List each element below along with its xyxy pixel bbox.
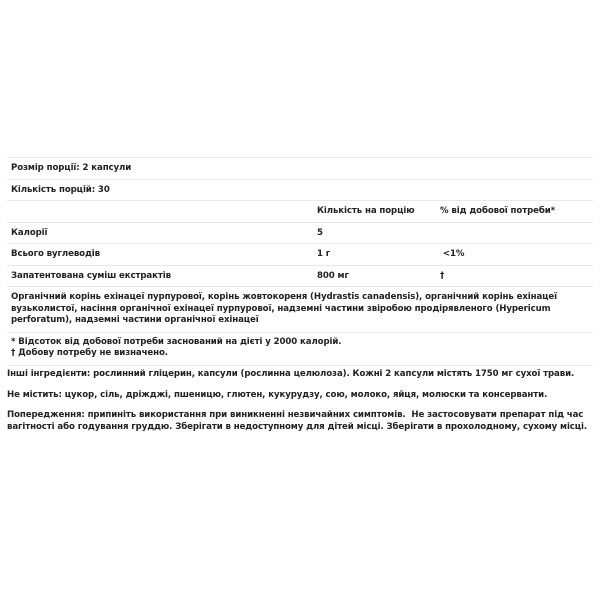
nutrient-amount: 5	[317, 227, 323, 238]
table-header-row	[7, 201, 593, 223]
nutrient-amount: 800 мг	[317, 270, 349, 281]
dv-footnote: * Відсоток від добової потреби заснований на дієті у 2000 калорій.	[11, 336, 342, 347]
warning-text: Попередження: припиніть використання при виникненні незвичайних симптомів. Не застосовувати препарат під час вагітності або годування груддю. Зберігати в недоступному для дітей місці. Зберігати в прохолодному, сухому місці.	[7, 410, 588, 432]
table-row	[7, 266, 593, 288]
nutrient-name: Калорії	[11, 227, 48, 238]
additional-info	[7, 364, 593, 433]
table-row	[7, 223, 593, 245]
table-row	[7, 244, 593, 266]
servings-count-row	[7, 180, 593, 202]
supplement-facts-table	[7, 157, 593, 366]
nutrient-dv: <1%	[440, 249, 465, 260]
other-ingredients: Інші інгредієнти: рослинний гліцерин, капсули (рослинна целюлоза). Кожні 2 капсули містять 1750 мг сухої трави.	[7, 369, 575, 379]
header-amount: Кількість на порцію	[317, 206, 415, 217]
nutrient-name: Запатентована суміш екстрактів	[11, 270, 171, 281]
nutrient-name: Всього вуглеводів	[11, 249, 100, 260]
serving-size: Розмір порції: 2 капсули	[11, 163, 132, 174]
blend-description: Органічний корінь ехінацеї пурпурової, корінь жовтокореня (Hydrastis canadensis), органічний корінь ехінацеї вузьколистої, насіння органічної ехінацеї пурпурової, надземні частини звіробою продірявленого (Hypericum perforatum), надземні частини органічної ехінацеї	[7, 287, 593, 333]
nutrient-dv: †	[440, 270, 445, 281]
dagger-footnote: † Добову потребу не визначено.	[11, 348, 168, 358]
serving-size-row	[7, 158, 593, 180]
servings-count: Кількість порцій: 30	[11, 184, 110, 195]
nutrient-amount: 1 г	[317, 249, 331, 260]
free-of-list: Не містить: цукор, сіль, дріжджі, пшеницю, глютен, кукурудзу, сою, молоко, яйця, молюски та консерванти.	[7, 389, 548, 400]
header-daily-value: % від добової потреби*	[440, 206, 556, 217]
footnotes	[7, 333, 593, 366]
